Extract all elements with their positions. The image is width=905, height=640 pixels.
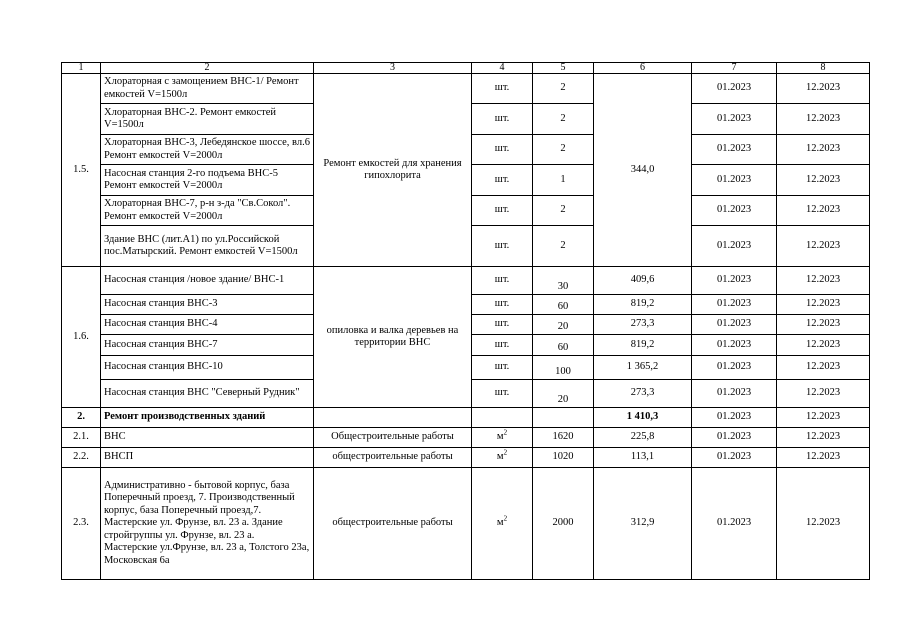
amount: 273,3 xyxy=(594,315,692,335)
end-date: 12.2023 xyxy=(777,408,870,428)
quantity: 100 xyxy=(533,356,594,380)
start-date: 01.2023 xyxy=(692,428,777,448)
start-date: 01.2023 xyxy=(692,468,777,580)
unit-exponent: 2 xyxy=(503,514,508,523)
end-date: 12.2023 xyxy=(777,196,870,226)
works-table xyxy=(61,62,870,580)
header-cell: 4 xyxy=(472,63,533,74)
quantity: 2 xyxy=(533,104,594,135)
object-name: Насосная станция ВНС-7 xyxy=(101,335,314,356)
amount: 113,1 xyxy=(594,448,692,468)
unit: шт. xyxy=(472,356,533,380)
quantity: 20 xyxy=(533,315,594,335)
section-title: Ремонт производственных зданий xyxy=(101,408,314,428)
unit: шт. xyxy=(472,135,533,165)
row-number: 2.2. xyxy=(62,448,101,468)
start-date: 01.2023 xyxy=(692,380,777,408)
end-date: 12.2023 xyxy=(777,74,870,104)
unit-text: м xyxy=(496,451,504,463)
object-name: Насосная станция /новое здание/ ВНС-1 xyxy=(101,267,314,295)
amount: 273,3 xyxy=(594,380,692,408)
amount: 312,9 xyxy=(594,468,692,580)
object-name: Хлораторная ВНС-7, р-н з-да "Св.Сокол". Ремонт емкостей V=2000л xyxy=(101,196,314,226)
object-name: Хлораторная ВНС-2. Ремонт емкостей V=1500л xyxy=(101,104,314,135)
quantity: 60 xyxy=(533,335,594,356)
table-row xyxy=(62,74,870,104)
end-date: 12.2023 xyxy=(777,448,870,468)
quantity: 2 xyxy=(533,135,594,165)
start-date: 01.2023 xyxy=(692,135,777,165)
table-row xyxy=(62,448,870,468)
object-name: Насосная станция ВНС-10 xyxy=(101,356,314,380)
empty-cell xyxy=(533,408,594,428)
start-date: 01.2023 xyxy=(692,267,777,295)
unit: шт. xyxy=(472,104,533,135)
row-number: 1.6. xyxy=(62,267,101,408)
empty-cell xyxy=(314,408,472,428)
header-cell: 1 xyxy=(62,63,101,74)
quantity: 30 xyxy=(533,267,594,295)
object-name: Хлораторная ВНС-3, Лебедянское шоссе, вл.6 Ремонт емкостей V=2000л xyxy=(101,135,314,165)
start-date: 01.2023 xyxy=(692,226,777,267)
row-number: 1.5. xyxy=(62,74,101,267)
work-type: Общестроительные работы xyxy=(314,428,472,448)
row-number: 2.1. xyxy=(62,428,101,448)
end-date: 12.2023 xyxy=(777,428,870,448)
quantity: 2 xyxy=(533,226,594,267)
amount: 1 410,3 xyxy=(594,408,692,428)
start-date: 01.2023 xyxy=(692,448,777,468)
quantity: 1 xyxy=(533,165,594,196)
object-name: Здание ВНС (лит.А1) по ул.Российской пос.Матырский. Ремонт емкостей V=1500л xyxy=(101,226,314,267)
start-date: 01.2023 xyxy=(692,315,777,335)
amount: 819,2 xyxy=(594,295,692,315)
object-name: Хлораторная с замощением ВНС-1/ Ремонт емкостей V=1500л xyxy=(101,74,314,104)
unit-exponent: 2 xyxy=(503,448,508,457)
quantity: 2 xyxy=(533,196,594,226)
start-date: 01.2023 xyxy=(692,165,777,196)
object-name: Насосная станция 2-го подъема ВНС-5 Ремонт емкостей V=2000л xyxy=(101,165,314,196)
end-date: 12.2023 xyxy=(777,295,870,315)
unit: шт. xyxy=(472,226,533,267)
header-cell: 8 xyxy=(777,63,870,74)
row-number: 2. xyxy=(62,408,101,428)
header-cell: 5 xyxy=(533,63,594,74)
unit: шт. xyxy=(472,267,533,295)
end-date: 12.2023 xyxy=(777,315,870,335)
header-cell: 7 xyxy=(692,63,777,74)
quantity: 1020 xyxy=(533,448,594,468)
start-date: 01.2023 xyxy=(692,295,777,315)
work-type: Ремонт емкостей для хранения гипохлорита xyxy=(314,74,472,267)
object-name: Административно - бытовой корпус, база Поперечный проезд, 7. Производственный корпус, база Поперечный проезд,7. Мастерские ул. Фрунзе, вл. 23 а. Здание стройгруппы ул. Фрунзе, вл. 23 а. Мастерские ул.Фрунзе, вл. 23 а, Толстого 23а, Московская 6а xyxy=(101,468,314,580)
object-name: Насосная станция ВНС "Северный Рудник" xyxy=(101,380,314,408)
start-date: 01.2023 xyxy=(692,196,777,226)
start-date: 01.2023 xyxy=(692,74,777,104)
amount: 344,0 xyxy=(594,74,692,267)
empty-cell xyxy=(472,408,533,428)
unit: шт. xyxy=(472,315,533,335)
unit: шт. xyxy=(472,380,533,408)
end-date: 12.2023 xyxy=(777,356,870,380)
end-date: 12.2023 xyxy=(777,226,870,267)
object-name: Насосная станция ВНС-3 xyxy=(101,295,314,315)
table-row xyxy=(62,267,870,295)
amount: 819,2 xyxy=(594,335,692,356)
unit: шт. xyxy=(472,196,533,226)
unit xyxy=(472,428,533,448)
end-date: 12.2023 xyxy=(777,380,870,408)
quantity: 2000 xyxy=(533,468,594,580)
quantity: 20 xyxy=(533,380,594,408)
unit: шт. xyxy=(472,165,533,196)
amount: 409,6 xyxy=(594,267,692,295)
end-date: 12.2023 xyxy=(777,104,870,135)
start-date: 01.2023 xyxy=(692,408,777,428)
end-date: 12.2023 xyxy=(777,165,870,196)
object-name: ВНСП xyxy=(101,448,314,468)
end-date: 12.2023 xyxy=(777,468,870,580)
header-row xyxy=(62,63,870,74)
object-name: Насосная станция ВНС-4 xyxy=(101,315,314,335)
unit-text: м xyxy=(496,517,504,529)
unit-text: м xyxy=(496,431,504,443)
row-number: 2.3. xyxy=(62,468,101,580)
header-cell: 2 xyxy=(101,63,314,74)
quantity: 60 xyxy=(533,295,594,315)
work-type: общестроительные работы xyxy=(314,448,472,468)
work-type: общестроительные работы xyxy=(314,468,472,580)
unit: шт. xyxy=(472,335,533,356)
end-date: 12.2023 xyxy=(777,267,870,295)
object-name: ВНС xyxy=(101,428,314,448)
unit-exponent: 2 xyxy=(503,428,508,437)
quantity: 2 xyxy=(533,74,594,104)
start-date: 01.2023 xyxy=(692,335,777,356)
quantity: 1620 xyxy=(533,428,594,448)
header-cell: 6 xyxy=(594,63,692,74)
work-type: опиловка и валка деревьев на территории ВНС xyxy=(314,267,472,408)
section-row xyxy=(62,408,870,428)
header-cell: 3 xyxy=(314,63,472,74)
unit: шт. xyxy=(472,295,533,315)
end-date: 12.2023 xyxy=(777,135,870,165)
start-date: 01.2023 xyxy=(692,104,777,135)
amount: 1 365,2 xyxy=(594,356,692,380)
unit: шт. xyxy=(472,74,533,104)
unit xyxy=(472,468,533,580)
table-row xyxy=(62,428,870,448)
end-date: 12.2023 xyxy=(777,335,870,356)
start-date: 01.2023 xyxy=(692,356,777,380)
unit xyxy=(472,448,533,468)
amount: 225,8 xyxy=(594,428,692,448)
table-row xyxy=(62,468,870,580)
